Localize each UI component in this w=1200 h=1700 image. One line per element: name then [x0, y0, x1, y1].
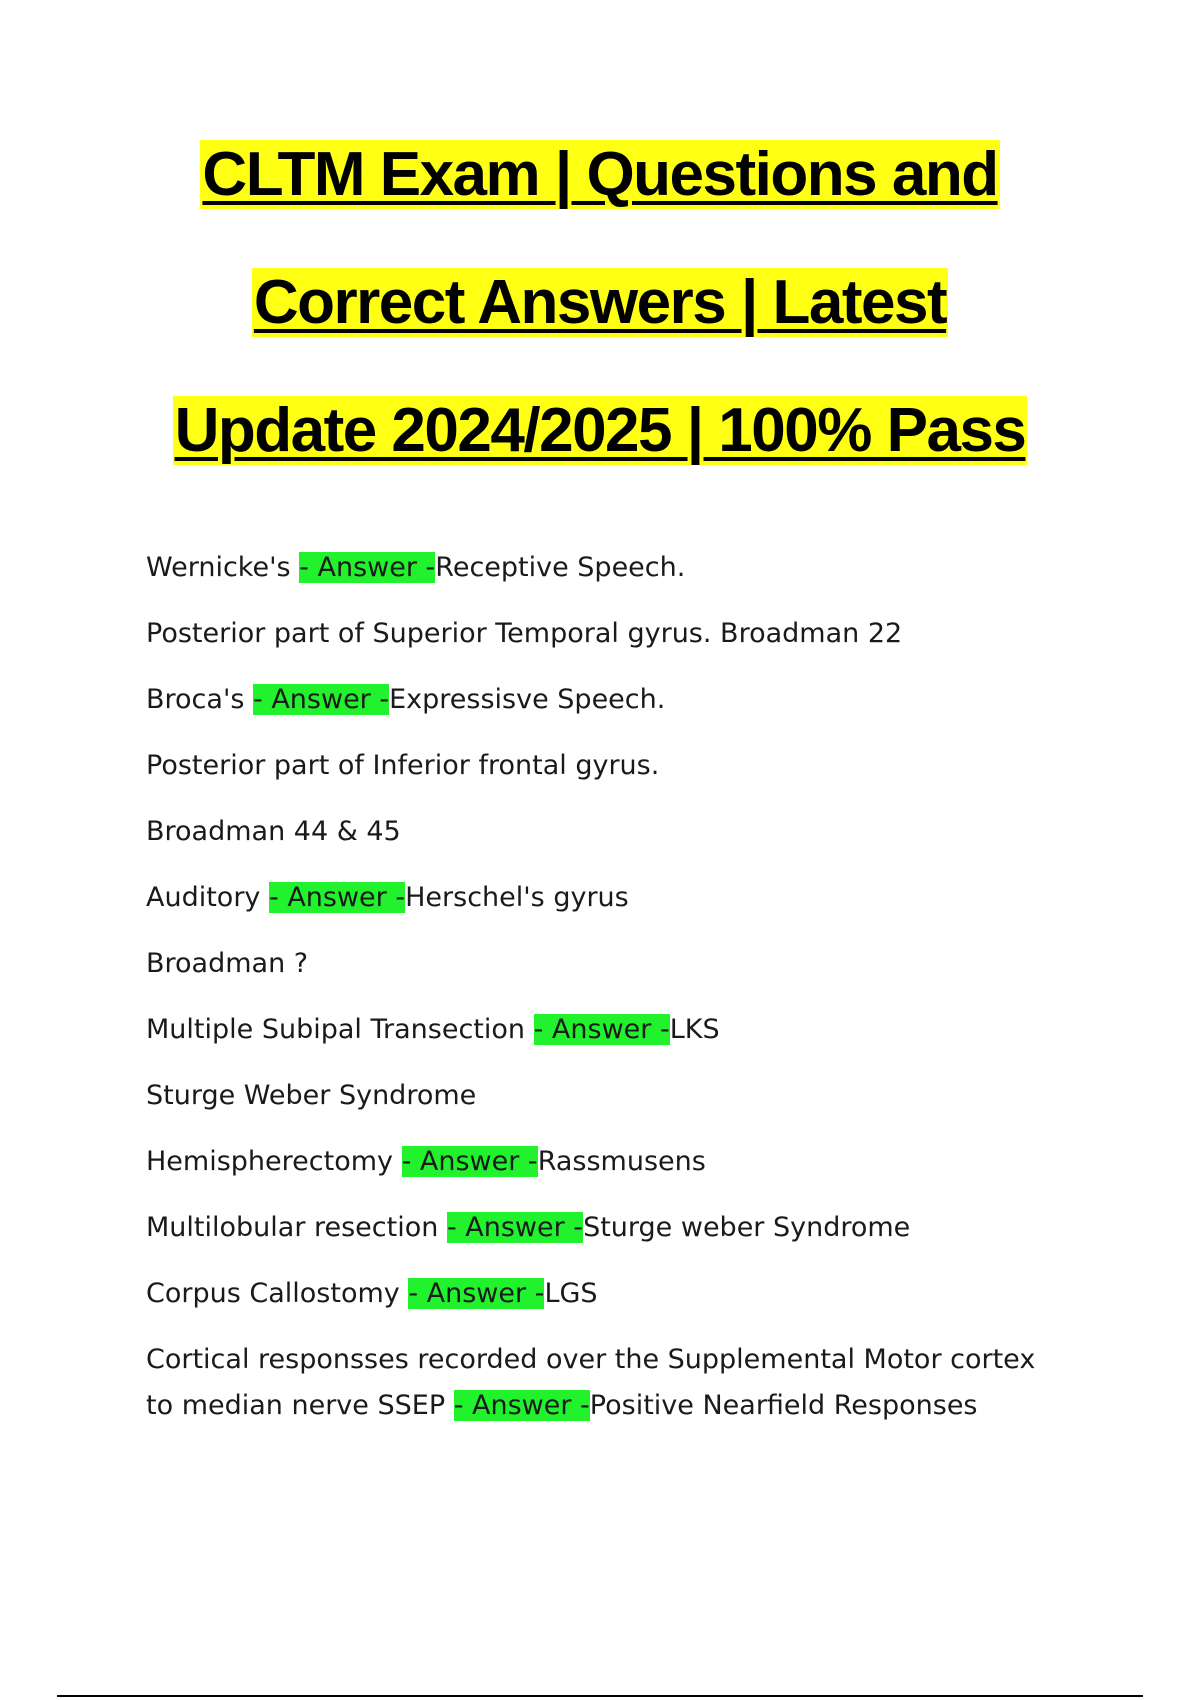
question-text: Hemispherectomy: [146, 1146, 402, 1177]
answer-marker: - Answer -: [401, 1146, 538, 1177]
title-line-3: [60, 396, 1140, 482]
answer-marker: - Answer -: [453, 1390, 590, 1421]
footer-divider: [57, 1695, 1143, 1697]
document-title: [60, 140, 1140, 524]
note-line: Posterior part of Inferior frontal gyrus.: [146, 750, 660, 781]
answer-marker: - Answer -: [408, 1278, 545, 1309]
question-text: Wernicke's: [146, 552, 300, 583]
question-text: Multilobular resection: [146, 1212, 447, 1243]
answer-text: Rassmusens: [537, 1146, 706, 1177]
answer-marker: - Answer -: [533, 1014, 670, 1045]
qa-entry-callostomy: [146, 1271, 1066, 1317]
answer-text: Receptive Speech.: [435, 552, 686, 583]
note-line: Sturge Weber Syndrome: [146, 1080, 477, 1111]
answer-text: LGS: [544, 1278, 598, 1309]
title-line-1-text: CLTM Exam | Questions and: [202, 140, 998, 209]
question-text: Auditory: [146, 882, 269, 913]
question-text: Cortical responsses recorded over the Supplemental Motor cortex to median nerve SSEP: [146, 1344, 1036, 1421]
note-line: Posterior part of Superior Temporal gyrus. Broadman 22: [146, 618, 903, 649]
answer-marker: - Answer -: [269, 882, 406, 913]
qa-entry-cortical-responses: [146, 1337, 1066, 1429]
title-line-2-text: Correct Answers | Latest: [253, 268, 947, 337]
qa-entry-hemispherectomy: [146, 1139, 1066, 1185]
answer-marker: - Answer -: [253, 684, 390, 715]
question-text: Broca's: [146, 684, 254, 715]
title-line-2: [60, 268, 1140, 354]
title-line-1: [60, 140, 1140, 226]
question-text: Corpus Callostomy: [146, 1278, 409, 1309]
qa-entry-wernicke: [146, 545, 1066, 591]
answer-text: Sturge weber Syndrome: [583, 1212, 911, 1243]
answer-marker: - Answer -: [446, 1212, 584, 1243]
qa-entry-mst: [146, 1007, 1066, 1053]
answer-text: Expressisve Speech.: [389, 684, 666, 715]
qa-entry-broca: [146, 677, 1066, 723]
title-line-3-text: Update 2024/2025 | 100% Pass: [174, 396, 1026, 465]
qa-entry-multilobular: [146, 1205, 1066, 1251]
note-line: Broadman ?: [146, 948, 309, 979]
qa-entry-auditory: [146, 875, 1066, 921]
answer-text: LKS: [669, 1014, 720, 1045]
answer-marker: - Answer -: [299, 552, 436, 583]
answer-text: Herschel's gyrus: [405, 882, 629, 913]
question-text: Multiple Subipal Transection: [146, 1014, 534, 1045]
note-line: Broadman 44 & 45: [146, 816, 401, 847]
answer-text: Positive Nearfield Responses: [589, 1390, 978, 1421]
qa-list: [146, 545, 1066, 1449]
